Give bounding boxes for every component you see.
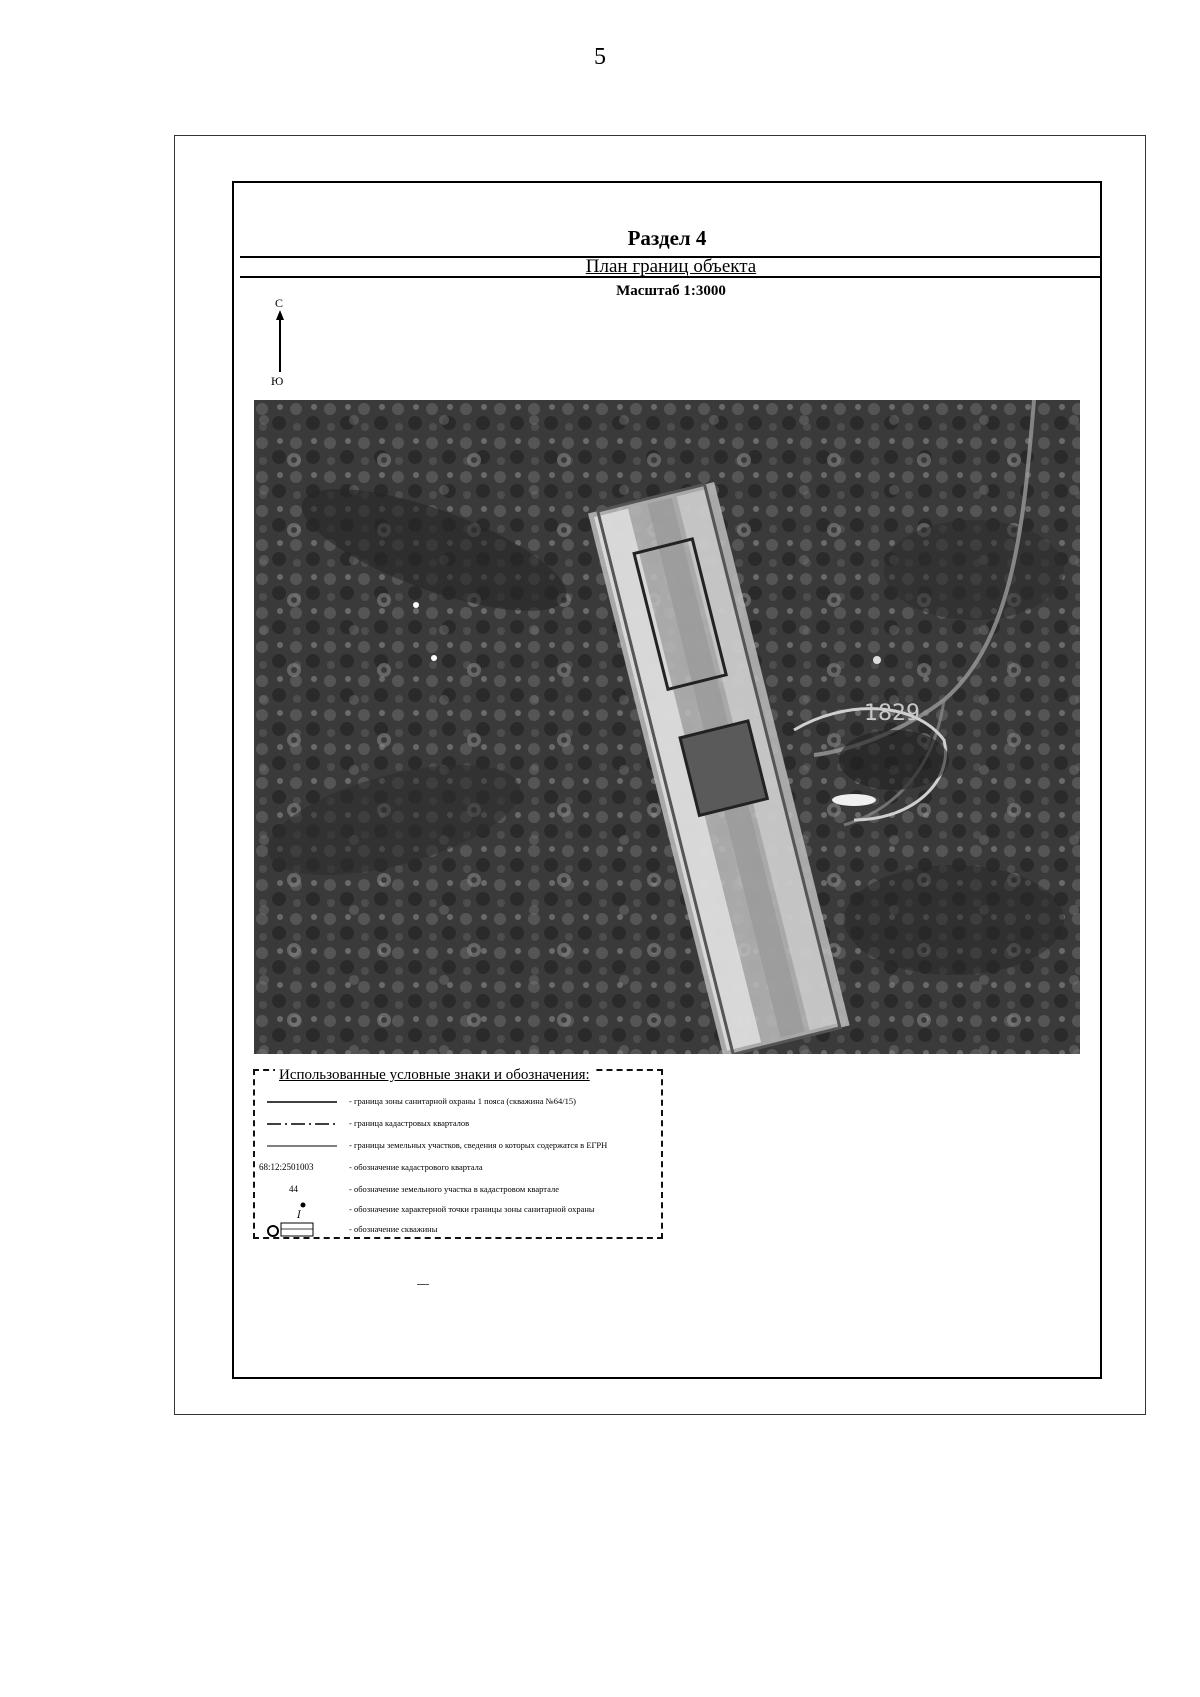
legend-item (255, 1115, 661, 1133)
legend-item (255, 1137, 661, 1155)
land-parcel-line-icon (263, 1137, 341, 1155)
legend-item-label: - обозначение скважины (349, 1224, 438, 1234)
north-arrow (270, 296, 290, 390)
legend-title: Использованные условные знаки и обозначения: (275, 1067, 594, 1084)
section-title: Раздел 4 (627, 226, 707, 250)
north-arrow-icon (273, 310, 287, 372)
characteristic-point-icon (263, 1201, 341, 1219)
legend-item-label: - обозначение земельного участка в кадастровом квартале (349, 1184, 559, 1194)
legend-item-label: - обозначение характерной точки границы зоны санитарной охраны (349, 1204, 595, 1214)
page-number: 5 (594, 44, 606, 70)
legend-item (255, 1093, 661, 1111)
legend-item-label: - граница зоны санитарной охраны 1 пояса (скважина №64/15) (349, 1096, 576, 1106)
legend-item (255, 1181, 661, 1199)
south-label: Ю (271, 374, 284, 388)
sanitary-zone-line-icon (263, 1093, 341, 1111)
parcel-label: 1829 (864, 701, 920, 726)
cadastral-quarter-line-icon (263, 1115, 341, 1133)
object-title-text: План границ объекта (585, 256, 757, 277)
legend-item-label: - граница кадастровых кварталов (349, 1118, 470, 1128)
legend-item (255, 1159, 661, 1177)
object-title (240, 256, 1102, 278)
svg-text:I: I (297, 1210, 301, 1219)
legend-item (255, 1201, 661, 1219)
legend-item (255, 1221, 661, 1239)
north-label: С (275, 296, 284, 310)
legend-item-label: - обозначение кадастрового квартала (349, 1162, 483, 1172)
scale-label: Масштаб 1:3000 (616, 283, 726, 299)
legend (253, 1069, 663, 1239)
satellite-map (254, 400, 1080, 1054)
legend-item-label: - границы земельных участков, сведения о которых содержатся в ЕГРН (349, 1140, 608, 1150)
cadastral-quarter-code: 68:12:2501003 (259, 1162, 314, 1172)
well-icon (263, 1221, 341, 1239)
divider (417, 1284, 429, 1285)
parcel-code: 44 (289, 1184, 298, 1194)
